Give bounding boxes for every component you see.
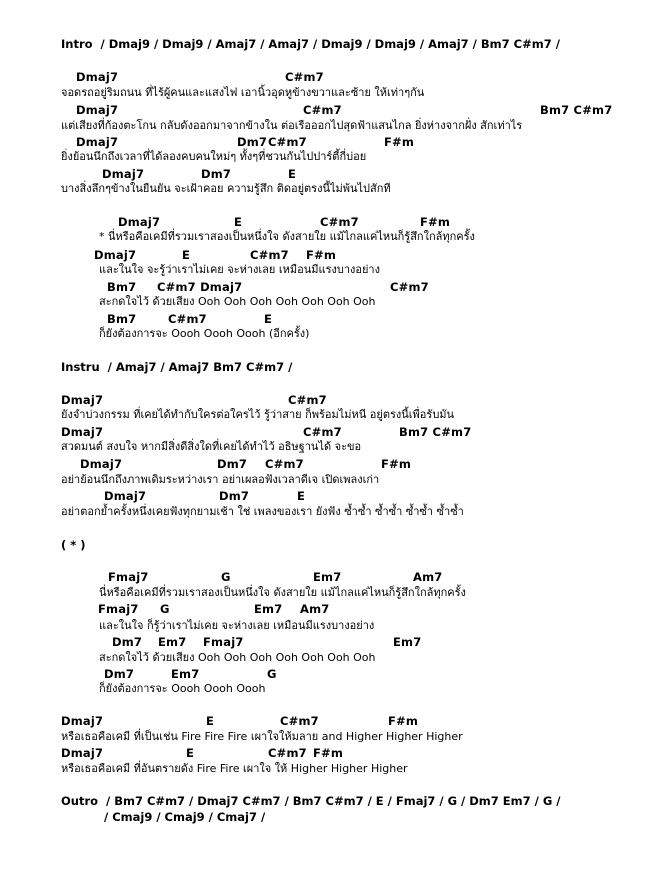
lyric-line: บางสิ่งลึกๆข้างในยืนยัน จะเฝ้าคอย ความรู้สึก ติดอยู่ตรงนี้ไม่พ้นไปสักที bbox=[61, 182, 391, 195]
lyric-line: และในใจ ก็รู้ว่าเราไม่เคย จะห่างเลย เหมือนมีแรงบางอย่าง bbox=[99, 619, 375, 632]
lyric-line: และในใจ จะรู้ว่าเราไม่เคย จะห่างเลย เหมือนมีแรงบางอย่าง bbox=[99, 263, 380, 276]
chord-label: G bbox=[221, 570, 231, 584]
chord-label: Dmaj7 bbox=[102, 167, 145, 181]
chord-label: E bbox=[297, 489, 306, 503]
chord-label: F#m bbox=[384, 135, 415, 149]
lyric-line: สะกดใจไว้ ด้วยเสียง Ooh Ooh Ooh Ooh Ooh Ooh Ooh bbox=[99, 651, 376, 664]
chord-label: Dm7 bbox=[217, 457, 248, 471]
chord-label: G bbox=[267, 667, 277, 681]
chord-label: Dm7 bbox=[219, 489, 250, 503]
chord-label: Bm7 C#m7 bbox=[540, 103, 613, 117]
chord-label: C#m7 bbox=[303, 103, 342, 117]
chord-label: Em7 bbox=[393, 635, 422, 649]
lyric-line: * นี่หรือคือเคมีที่รวมเราสองเป็นหนึ่งใจ ดังสายใย แม้ไกลแค่ไหนก็รู้สึกใกล้ทุกครั้ง bbox=[99, 230, 475, 243]
chord-label: Dmaj7 bbox=[76, 103, 119, 117]
chord-label: E bbox=[206, 714, 215, 728]
lyric-line: สวดมนต์ สงบใจ หากมีสิ่งดีสิ่งใดที่เคยได้ทำไว้ อธิษฐานได้ จะขอ bbox=[61, 440, 362, 453]
chord-label: Dmaj7 bbox=[61, 746, 104, 760]
chord-label: E bbox=[182, 248, 191, 262]
section-line: / Cmaj9 / Cmaj9 / Cmaj7 / bbox=[104, 810, 266, 824]
chord-label: Dmaj7 bbox=[80, 457, 123, 471]
chord-label: Dmaj7 bbox=[61, 425, 104, 439]
chord-label: Dm7 bbox=[104, 667, 135, 681]
lyric-line: สะกดใจไว้ ด้วยเสียง Ooh Ooh Ooh Ooh Ooh Ooh Ooh bbox=[99, 295, 376, 308]
chord-label: Dmaj7 bbox=[61, 393, 104, 407]
chord-label: Em7 bbox=[313, 570, 342, 584]
chord-label: C#m7 bbox=[168, 312, 207, 326]
chord-label: F#m bbox=[306, 248, 337, 262]
chord-label: Am7 bbox=[413, 570, 443, 584]
section-line: Outro / Bm7 C#m7 / Dmaj7 C#m7 / Bm7 C#m7 / E / Fmaj7 / G / Dm7 Em7 / G / bbox=[61, 794, 561, 808]
section-line: Intro / Dmaj9 / Dmaj9 / Amaj7 / Amaj7 / Dmaj9 / Dmaj9 / Amaj7 / Bm7 C#m7 / bbox=[61, 37, 560, 51]
chord-label: Bm7 bbox=[107, 312, 137, 326]
chord-label: C#m7 bbox=[303, 425, 342, 439]
lyric-line: จอดรถอยู่ริมถนน ที่ไร้ผู้คนและแสงไฟ เอานิ้วอุดหูข้างขวาและซ้าย ให้เท่าๆกัน bbox=[61, 86, 425, 99]
chord-label: Fmaj7 bbox=[203, 635, 244, 649]
chord-label: Fmaj7 bbox=[108, 570, 149, 584]
chord-label: C#m7 Dmaj7 bbox=[157, 280, 243, 294]
chord-label: Dmaj7 bbox=[104, 489, 147, 503]
chord-label: C#m7 bbox=[320, 215, 359, 229]
chord-label: C#m7 bbox=[265, 457, 304, 471]
chord-label: Dmaj7 bbox=[118, 215, 161, 229]
lyric-line: อย่าตอกย้ำครั้งหนึ่งเคยฟังทุกยามเช้า ใช่ เพลงของเรา ยังฟัง ซ้ำซ้ำ ซ้ำซ้ำ ซ้ำซ้ำ ซ้ำซ้ำ bbox=[61, 505, 464, 518]
chord-label: C#m7 bbox=[268, 135, 307, 149]
chord-label: Bm7 C#m7 bbox=[399, 425, 472, 439]
chord-label: E bbox=[186, 746, 195, 760]
section-line: Instru / Amaj7 / Amaj7 Bm7 C#m7 / bbox=[61, 360, 293, 374]
chord-label: Fmaj7 bbox=[98, 602, 139, 616]
chord-label: Dmaj7 bbox=[76, 135, 119, 149]
chord-label: Em7 bbox=[171, 667, 200, 681]
section-line: ( * ) bbox=[61, 538, 86, 552]
chord-label: Dm7 bbox=[201, 167, 232, 181]
lyric-line: นี่หรือคือเคมีที่รวมเราสองเป็นหนึ่งใจ ดังสายใย แม้ไกลแค่ไหนก็รู้สึกใกล้ทุกครั้ง bbox=[99, 586, 466, 599]
chord-label: F#m bbox=[313, 746, 344, 760]
lyric-line: แต่เสียงที่ก้องตะโกน กลับดังออกมาจากข้างใน ต่อเรือออกไปสุดฟ้าแสนไกล ยิ่งห่างจากฝั่ง สักเท่าไร bbox=[61, 119, 523, 132]
lyric-line: ก็ยังต้องการจะ Oooh Oooh Oooh bbox=[99, 682, 266, 695]
chord-label: Dm7 bbox=[112, 635, 143, 649]
chord-label: Dmaj7 bbox=[94, 248, 137, 262]
lyric-line: หรือเธอคือเคมี ที่เป็นเช่น Fire Fire Fire เผาใจให้มลาย and Higher Higher Higher bbox=[61, 730, 463, 743]
chord-label: Bm7 bbox=[107, 280, 137, 294]
chord-label: Am7 bbox=[300, 602, 330, 616]
chord-label: C#m7 bbox=[250, 248, 289, 262]
chord-label: G bbox=[160, 602, 170, 616]
chord-label: C#m7 bbox=[390, 280, 429, 294]
chord-label: Dmaj7 bbox=[61, 714, 104, 728]
chord-label: C#m7 bbox=[268, 746, 307, 760]
lyric-line: หรือเธอคือเคมี ที่อันตรายดัง Fire Fire เผาใจ ให้ Higher Higher Higher bbox=[61, 762, 408, 775]
chord-label: C#m7 bbox=[288, 393, 327, 407]
chord-label: Em7 bbox=[254, 602, 283, 616]
chord-label: Dmaj7 bbox=[76, 70, 119, 84]
chord-label: F#m bbox=[420, 215, 451, 229]
chord-label: E bbox=[234, 215, 243, 229]
chord-label: C#m7 bbox=[280, 714, 319, 728]
lyric-line: ยังจำบ่วงกรรม ที่เคยได้ทำกับใครต่อใครไว้ รู้ว่าสาย ก็พร้อมไม่หนี อยู่ตรงนี้เพื่อรับมัน bbox=[61, 408, 455, 421]
lyric-line: ก็ยังต้องการจะ Oooh Oooh Oooh (อีกครั้ง) bbox=[99, 327, 310, 340]
chord-label: F#m bbox=[381, 457, 412, 471]
chord-label: Dm7 bbox=[237, 135, 268, 149]
chord-label: F#m bbox=[388, 714, 419, 728]
chord-label: Em7 bbox=[158, 635, 187, 649]
chord-label: C#m7 bbox=[285, 70, 324, 84]
lyric-line: ยิ่งย้อนนึกถึงเวลาที่ได้ลองคบคนใหม่ๆ ทั้งๆที่ชวนกันไปปาร์ตี้กี่บ่อย bbox=[61, 150, 367, 163]
lyric-line: อย่าย้อนนึกถึงภาพเดิมระหว่างเรา อย่าเผลอฟังเวลาดีเจ เปิดเพลงเก่า bbox=[61, 473, 380, 486]
chord-label: E bbox=[264, 312, 273, 326]
chord-label: E bbox=[288, 167, 297, 181]
